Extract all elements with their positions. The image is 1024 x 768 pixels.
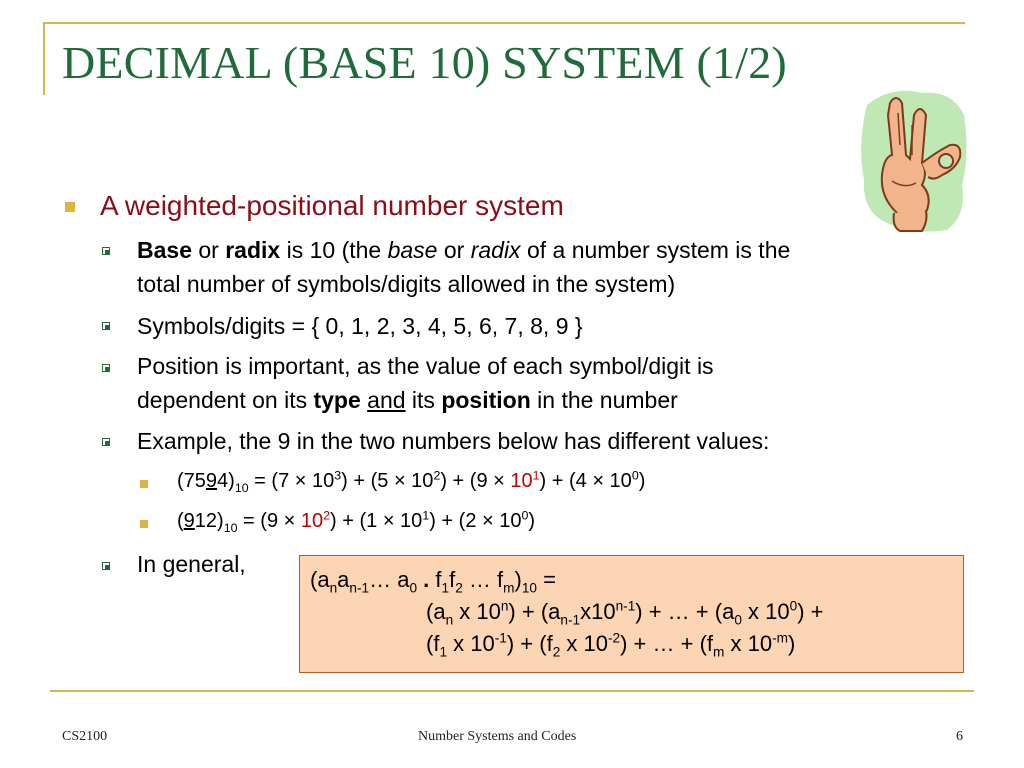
- sub-bullet-marker: [102, 364, 110, 372]
- in-general-text: In general,: [137, 551, 246, 577]
- main-bullet-text: A weighted-positional number system: [100, 190, 564, 221]
- base-radix-definition-line2: total number of symbols/digits allowed in the system): [137, 271, 676, 297]
- position-importance-line2: dependent on its type and its position in the number: [137, 387, 678, 413]
- example-912: $(912)_{10} = (9 \times 10^2) + (1 \times 10^1) + (2 \times 10^0)$: [177, 508, 536, 535]
- position-importance-line1: Position is important, as the value of each symbol/digit is: [137, 353, 714, 379]
- example-7594: $(7594)_{10} = (7 \times 10^3) + (5 \times 10^2) + (9 \times 10^1) + (4 \times 10^0)$: [177, 468, 646, 495]
- example-bullet-marker: [140, 520, 148, 528]
- example-bullet-marker: [140, 480, 148, 488]
- base-radix-definition-line1: Base or radix is 10 (the base or radix of a number system is the: [137, 237, 791, 263]
- example-intro-text: Example, the 9 in the two numbers below has different values:: [137, 428, 770, 454]
- formula-line1: ($a_na_{n-1}\dots$ $a_0$ . $f_1f_2$ … $f_m)_{10}$ =: [310, 567, 556, 596]
- footer-course-code: CS2100: [62, 729, 108, 744]
- sub-bullet-marker: [102, 247, 110, 255]
- formula-line2: ($a_n$ x $10^n) + (a_{n-1}x10^{n-1})$ + … + ($a_0$ x $10^0$) +: [426, 598, 824, 628]
- main-bullet-marker: [65, 202, 75, 212]
- sub-bullet-marker: [102, 562, 110, 570]
- symbols-digits-text: Symbols/digits = { 0, 1, 2, 3, 4, 5, 6, 7, 8, 9 }: [137, 313, 583, 339]
- footer-page-number: 6: [956, 729, 963, 744]
- sub-bullet-marker: [102, 322, 110, 330]
- general-formula-box: [299, 555, 964, 673]
- formula-line3: ($f_1$ x $10^{-1}) + (f_2$ x $10^{-2}$) + … + ($f_m$ x $10^{-m}$): [426, 630, 796, 660]
- slide-title: DECIMAL (BASE 10) SYSTEM (1/2): [62, 37, 787, 88]
- footer-divider: [50, 690, 974, 692]
- sub-bullet-marker: [102, 438, 110, 446]
- footer-topic: Number Systems and Codes: [418, 729, 577, 744]
